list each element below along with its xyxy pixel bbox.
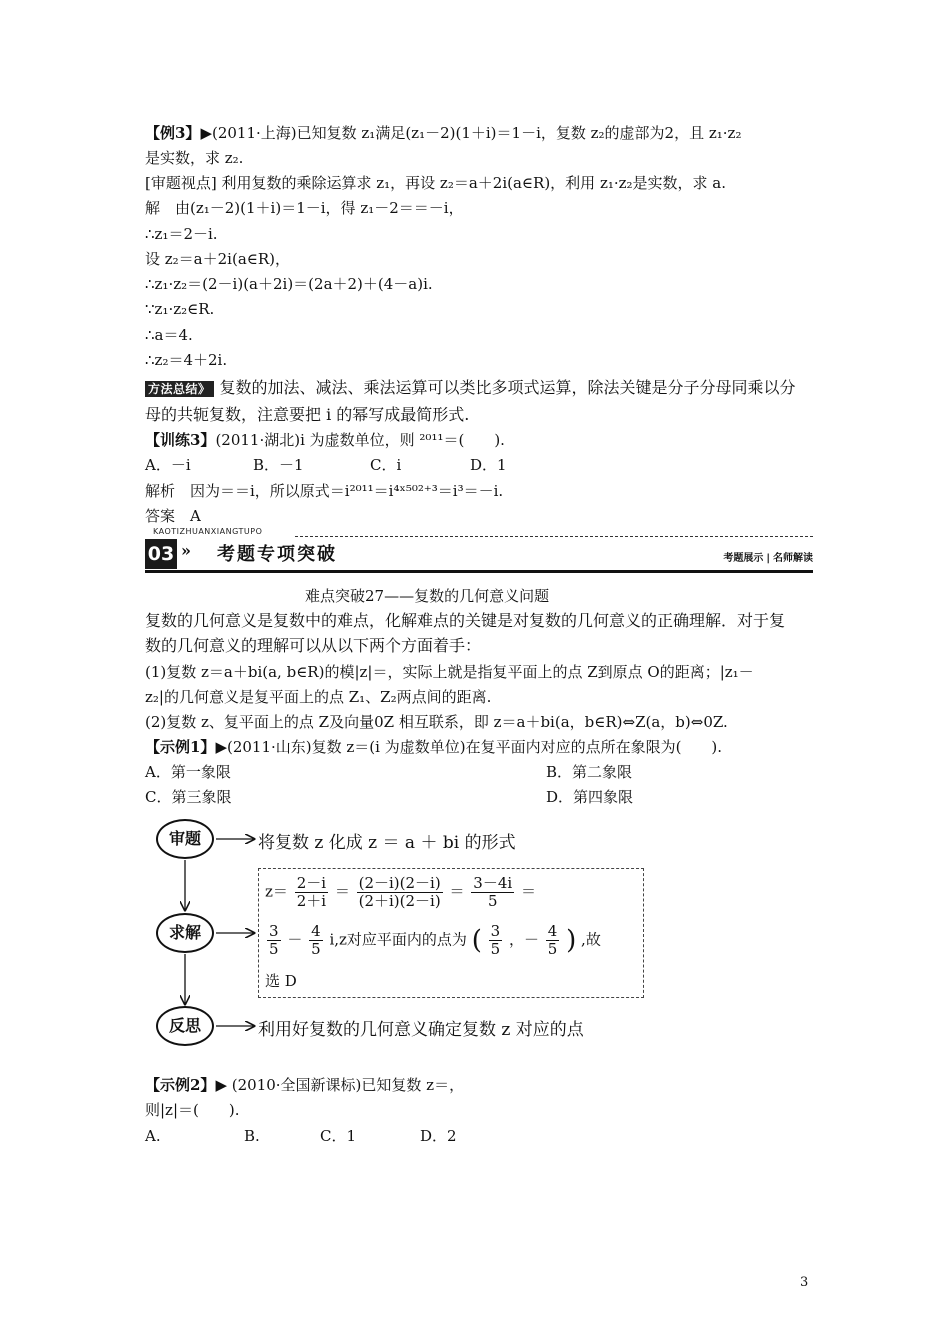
double-chevron-icon: » (181, 541, 191, 560)
difficulty-para2b: z₂|的几何意义是复平面上的点 Z₁、Z₂两点间的距离. (145, 688, 492, 706)
section-tags: 考题展示 | 名师解读 (723, 553, 813, 564)
solution-line3: 选 D (265, 972, 297, 990)
example-b-line2: 则|z|＝( ). (145, 1101, 240, 1119)
difficulty-para2a: (1)复数 z＝a＋bi(a, b∈R)的模|z|＝，实际上就是指复平面上的点 Z到原点 O的距离；|z₁－ (145, 663, 754, 681)
example3-line1: 【例3】▶(2011·上海)已知复数 z₁满足(z₁－2)(1＋i)＝1－i，复数 z₂的虚部为2，且 z₁·z₂ (145, 124, 742, 142)
example-b-option-d: D．2 (420, 1127, 457, 1145)
solution-line2: $\frac{3}{5}$ － $\frac{4}{5}$ i,z对应平面内的点为 ( $\frac{3}{5}$ ，－ $\frac{4}{5}$ ) ,故 (269, 922, 601, 958)
example3-line2: 是实数，求 z₂. (145, 149, 244, 167)
reflect-text: 利用好复数的几何意义确定复数 z 对应的点 (258, 1020, 584, 1040)
node-reflect: 反思 (156, 1006, 214, 1046)
example3-step1: ∴z₁＝2－i. (145, 225, 218, 243)
fraction: $\frac{2-i}{2+i}$ (296, 874, 327, 910)
page-number: 3 (800, 1275, 809, 1290)
example3-step6: ∴z₂＝4＋2i. (145, 351, 228, 369)
solution-line1: z＝ $\frac{2-i}{2+i}$ ＝ $\frac{(2-i)(2-i)}{(2+i)(2-i)}$ ＝ $\frac{3-4i}{5}$ ＝ (265, 874, 536, 910)
fraction: $\frac{4}{5}$ (311, 922, 321, 958)
example3-step3: ∴z₁·z₂＝(2－i)(a＋2i)＝(2a＋2)＋(4－a)i. (145, 275, 433, 293)
fraction: $\frac{3-4i}{5}$ (473, 874, 513, 910)
method-line1: 方法总结》 复数的加法、减法、乘法运算可以类比多项式运算，除法关键是分子分母同乘以分 (145, 378, 796, 400)
train3-answer: 答案 A (145, 507, 201, 525)
train3-option-c: C．i (370, 456, 402, 474)
difficulty-heading: 难点突破27——复数的几何意义问题 (305, 587, 550, 605)
difficulty-para1a: 复数的几何意义是复数中的难点，化解难点的关键是对复数的几何意义的正确理解．对于复 (145, 611, 786, 630)
solution-box (258, 868, 644, 998)
fraction: $\frac{4}{5}$ (547, 922, 558, 958)
example3-solution: 解 由(z₁－2)(1＋i)＝1－i，得 z₁－2＝＝－i， (145, 199, 464, 217)
section-pinyin: KAOTIZHUANXIANGTUPO (153, 527, 263, 536)
section-underline (145, 570, 813, 573)
example-a-option-b: B．第二象限 (546, 763, 633, 781)
section-tag-teacher: 名师解读 (773, 553, 813, 564)
section-number: 03 (145, 539, 177, 569)
example3-step4: ∵z₁·z₂∈R. (145, 300, 215, 318)
train3-option-d: D．1 (470, 456, 507, 474)
example3-label: 【例3】 (145, 124, 201, 142)
example-b-question-line: 【示例2】▶ (2010·全国新课标)已知复数 z＝， (145, 1076, 465, 1094)
node-solve: 求解 (156, 913, 214, 953)
example-b-option-b: B. (244, 1127, 260, 1145)
play-arrow-icon: ▶ (200, 124, 212, 142)
review-text: 将复数 z 化成 z ＝ a ＋ bi 的形式 (258, 833, 516, 853)
example3-step5: ∴a＝4. (145, 326, 193, 344)
example-b-option-a: A. (145, 1127, 161, 1145)
fraction: $\frac{(2-i)(2-i)}{(2+i)(2-i)}$ (358, 874, 441, 910)
train3-question-line: 【训练3】(2011·湖北)i 为虚数单位，则 ²⁰¹¹＝( ). (145, 431, 505, 449)
example-a-option-d: D．第四象限 (546, 788, 634, 806)
solution-flow-diagram (150, 810, 650, 1055)
example-b-option-c: C．1 (320, 1127, 357, 1145)
example-a-option-c: C．第三象限 (145, 788, 232, 806)
node-review: 审题 (156, 819, 214, 859)
method-summary-badge: 方法总结》 (145, 381, 214, 397)
difficulty-para3: (2)复数 z、复平面上的点 Z及向量0Z 相互联系，即 z＝a＋bi(a，b∈R)⇔Z(a，b)⇔0Z. (145, 713, 728, 731)
section-dashed-rule (295, 536, 813, 537)
example3-review-point: [审题视点] 利用复数的乘除运算求 z₁，再设 z₂＝a＋2i(a∈R)，利用 z₁·z₂是实数，求 a. (145, 174, 727, 192)
section-tag-exam: 考题展示 (723, 553, 764, 564)
fraction: $\frac{3}{5}$ (490, 922, 501, 958)
play-arrow-icon: ▶ (215, 1076, 227, 1094)
train3-analysis: 解析 因为＝＝i，所以原式＝i²⁰¹¹＝i⁴ˣ⁵⁰²⁺³＝i³＝－i. (145, 482, 504, 500)
section-header (145, 527, 813, 575)
example3-step2: 设 z₂＝a＋2i(a∈R)， (145, 250, 291, 268)
example-a-question-line: 【示例1】▶(2011·山东)复数 z＝(i 为虚数单位)在复平面内对应的点所在象限为( ). (145, 738, 723, 756)
example-a-option-a: A．第一象限 (145, 763, 231, 781)
method-line2: 母的共轭复数，注意要把 i 的幂写成最简形式. (145, 405, 470, 424)
section-title: 考题专项突破 (217, 544, 337, 565)
example-b-label: 【示例2】 (145, 1076, 216, 1094)
train3-label: 【训练3】 (145, 431, 216, 449)
fraction: $\frac{3}{5}$ (269, 922, 279, 958)
train3-option-b: B．－1 (253, 456, 304, 474)
difficulty-para1b: 数的几何意义的理解可以从以下两个方面着手： (145, 636, 482, 655)
example-a-label: 【示例1】 (145, 738, 216, 756)
play-arrow-icon: ▶ (215, 738, 227, 756)
train3-option-a: A．－i (145, 456, 191, 474)
